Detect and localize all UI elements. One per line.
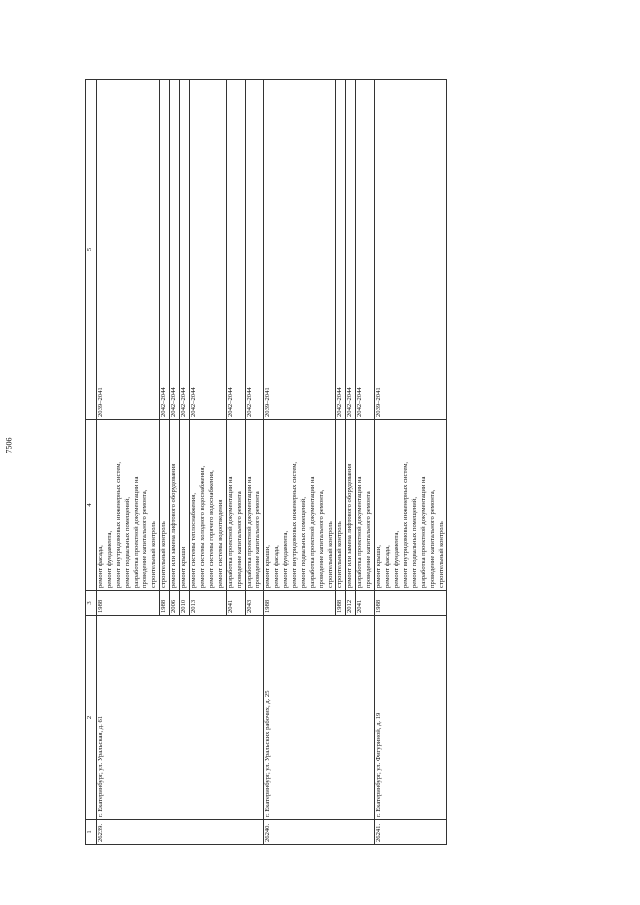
work-line: строительный контроль (160, 521, 168, 588)
work-line: ремонт фундамента, (105, 530, 113, 588)
year-cell: 1988 (264, 591, 336, 616)
year-cell: 2043 (245, 591, 264, 616)
year-cell: 1988 (375, 591, 447, 616)
year-cell: 1988 (97, 591, 160, 616)
work-line: ремонт фасада, (97, 545, 104, 588)
works-cell (226, 420, 245, 591)
work-line: ремонт фундамента, (282, 530, 290, 588)
year-cell: 2041 (226, 591, 245, 616)
period-cell: 2042–2044 (336, 80, 346, 420)
header-col-2: 2 (86, 616, 97, 820)
record-number: 26241. (375, 820, 447, 845)
year-cell: 1988 (160, 591, 170, 616)
table-row (375, 80, 447, 845)
works-cell (264, 420, 336, 591)
year-cell: 2041 (356, 591, 375, 616)
year-cell: 2013 (190, 591, 227, 616)
work-line: ремонт подвальных помещений, (410, 497, 418, 588)
work-line: ремонт подвальных помещений, (123, 497, 131, 588)
works-cell (170, 420, 180, 591)
repair-schedule-table (85, 79, 447, 845)
work-line: ремонт крыши, (375, 545, 383, 588)
period-cell: 2042–2044 (180, 80, 190, 420)
works-cell (160, 420, 170, 591)
work-line: разработка проектной документации на (226, 476, 234, 588)
works-cell (97, 420, 160, 591)
table-row (97, 80, 160, 845)
period-cell: 2042–2044 (170, 80, 180, 420)
work-line: ремонт системы холодного водоснабжения, (199, 465, 207, 588)
table-sheet (85, 80, 563, 845)
header-row (86, 80, 97, 845)
period-cell: 2042–2044 (346, 80, 356, 420)
work-line: ремонт крыши, (264, 545, 272, 588)
record-number: 26239. (97, 820, 264, 845)
header-col-4: 4 (86, 420, 97, 591)
header-col-5: 5 (86, 80, 97, 420)
header-col-3: 3 (86, 591, 97, 616)
work-line: проведение капитального ремонта (365, 491, 373, 588)
work-line: ремонт фасада, (384, 545, 392, 588)
work-line: ремонт внутридомовых инженерных систем, (291, 461, 299, 588)
work-line: ремонт крыши (180, 546, 188, 588)
work-line: разработка проектной документации на (132, 476, 140, 588)
work-line: ремонт системы горячего водоснабжения, (208, 470, 216, 588)
building-address: г. Екатеринбург, ул. Фигуриной, д. 19 (375, 616, 447, 820)
work-line: проведение капитального ремонта, (428, 489, 436, 588)
works-cell (190, 420, 227, 591)
table-row (264, 80, 336, 845)
rotated-table-frame (85, 80, 563, 845)
period-cell: 2042–2044 (160, 80, 170, 420)
work-line: проведение капитального ремонта, (141, 489, 149, 588)
table-body (97, 80, 447, 845)
work-line: ремонт фасада, (273, 545, 281, 588)
works-cell (356, 420, 375, 591)
work-line: разработка проектной документации на (245, 476, 253, 588)
work-line: строительный контроль (437, 521, 445, 588)
works-cell (245, 420, 264, 591)
work-line: разработка проектной документации на (308, 476, 316, 588)
year-cell: 2010 (180, 591, 190, 616)
work-line: строительный контроль (336, 521, 344, 588)
period-cell: 2039–2041 (264, 80, 336, 420)
work-line: ремонт системы теплоснабжения, (190, 493, 198, 588)
work-line: проведение капитального ремонта, (317, 489, 325, 588)
work-line: проведение капитального ремонта (254, 491, 262, 588)
works-cell (180, 420, 190, 591)
year-cell: 2012 (346, 591, 356, 616)
work-line: разработка проектной документации на (419, 476, 427, 588)
building-address: г. Екатеринбург, ул. Уральская, д. 61 (97, 616, 264, 820)
work-line: ремонт подвальных помещений, (299, 497, 307, 588)
work-line: разработка проектной документации на (356, 476, 364, 588)
period-cell: 2039–2041 (97, 80, 160, 420)
period-cell: 2042–2044 (226, 80, 245, 420)
works-cell (346, 420, 356, 591)
work-line: строительный контроль (326, 521, 334, 588)
period-cell: 2042–2044 (190, 80, 227, 420)
year-cell: 2006 (170, 591, 180, 616)
year-cell: 1988 (336, 591, 346, 616)
work-line: проведение капитального ремонта (235, 491, 243, 588)
work-line: ремонт внутридомовых инженерных систем, (401, 461, 409, 588)
work-line: ремонт или замена лифтового оборудования (346, 463, 354, 588)
work-line: ремонт внутридомовых инженерных систем, (114, 461, 122, 588)
record-number: 26240. (264, 820, 375, 845)
header-col-1: 1 (86, 820, 97, 845)
work-line: строительный контроль (150, 521, 158, 588)
work-line: ремонт системы водоотведения (216, 499, 224, 588)
works-cell (375, 420, 447, 591)
period-cell: 2042–2044 (356, 80, 375, 420)
building-address: г. Екатеринбург, ул. Уральских рабочих, д. 25 (264, 616, 375, 820)
works-cell (336, 420, 346, 591)
page-number: 7506 (4, 437, 14, 454)
work-line: ремонт фундамента, (393, 530, 401, 588)
work-line: ремонт или замена лифтового оборудования (170, 463, 178, 588)
period-cell: 2039–2041 (375, 80, 447, 420)
period-cell: 2042–2044 (245, 80, 264, 420)
